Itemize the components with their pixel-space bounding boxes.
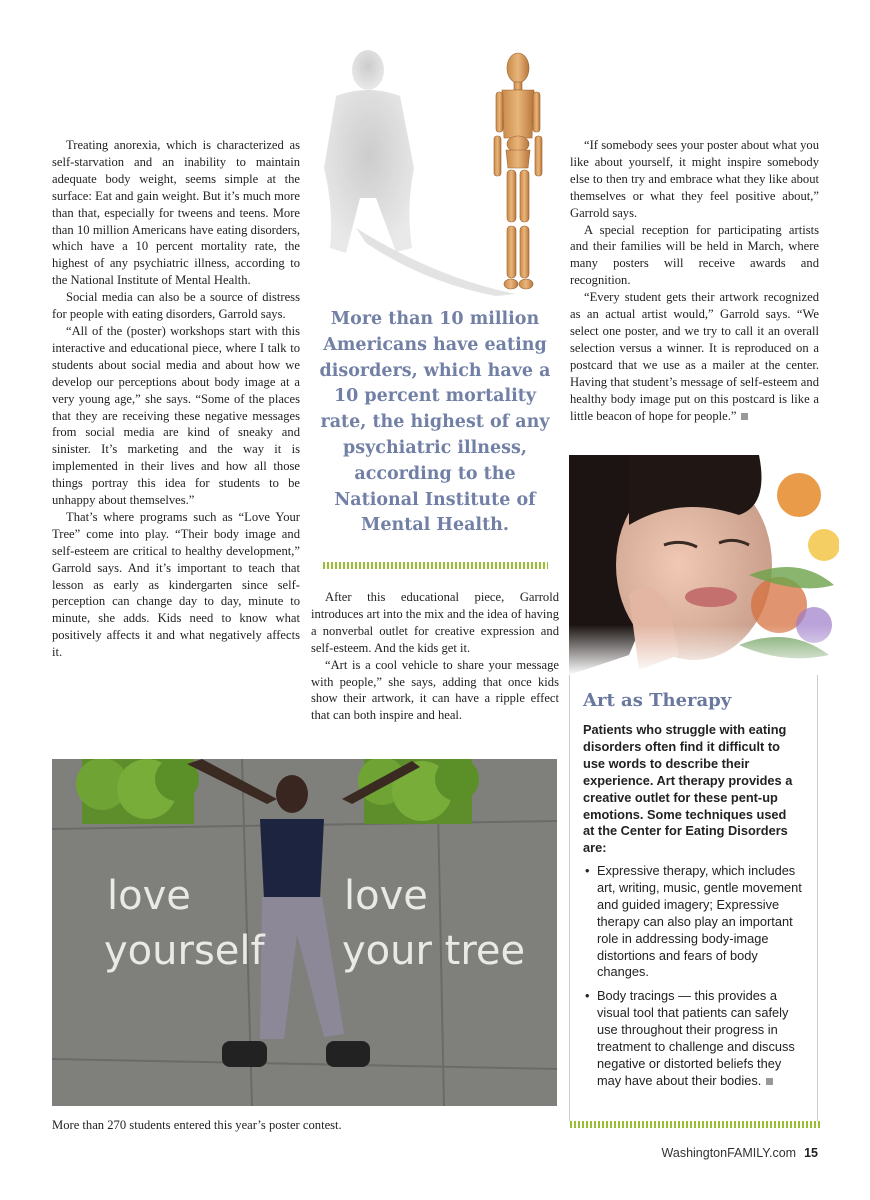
paragraph: That’s where programs such as “Love Your Tree” come into play. “Their body image and self-esteem are critical to healthy development,” Garrold says. And it’s important to teach that lesson as early as kindergarten since self-perception can change day to day, minute to minute, she adds. Kids need to know what positively affects it and what negatively affects it. <box>52 509 300 660</box>
list-item-text: Body tracings — this provides a visual tool that patients can safely use throughout their progress in treatment to challenge and discuss negative or distorted beliefs they may have about their bodies. <box>597 988 795 1088</box>
article-column-2 <box>311 589 559 724</box>
chalk-text: love <box>344 873 428 919</box>
sidebar-list <box>583 863 805 1097</box>
pull-quote: More than 10 million Americans have eating disorders, which have a 10 percent mortality rate, the highest of any psychiatric illness, according to the National Institute of Mental Health. <box>319 309 551 536</box>
chalk-text: your tree <box>342 928 526 974</box>
footer-site: WashingtonFAMILY.com <box>661 1146 797 1160</box>
end-mark-icon <box>741 413 748 420</box>
wooden-mannequin <box>494 53 542 289</box>
page-number: 15 <box>804 1146 818 1160</box>
paragraph-text: “Every student gets their artwork recognized as an actual artist would,” Garrold says. “We select one poster, and we try to call it an overall selection versus a winner. It is reproduced on a postcard that we use as a mailer at the center. Having that student’s message of self-esteem and healthy body image put on this postcard is like a little beacon of hope for people.” <box>570 290 819 423</box>
pull-quote-divider <box>323 562 548 569</box>
sidebar-bottom-bar <box>570 1121 820 1128</box>
chalk-tree-right <box>358 759 479 824</box>
paragraph: A special reception for participating artists and their families will be held in March, where many posters will receive awards and recognition. <box>570 222 819 288</box>
paragraph: After this educational piece, Garrold introduces art into the mix and the idea of having a nonverbal outlet for creative expression and self-esteem. And the kids get it. <box>311 590 559 655</box>
face-with-flowers-illustration <box>569 455 839 675</box>
list-item: • Expressive therapy, which includes art, writing, music, gentle movement and guided imagery; Expressive therapy can also play an important role in addressing body-image distortions and fears of body changes. <box>583 863 805 981</box>
chalk-text: love <box>107 873 191 919</box>
end-mark-icon <box>766 1078 773 1085</box>
paragraph: “Art is a cool vehicle to share your message with people,” she says, adding that once kids show their artwork, it can have a ripple effect that can both inspire and heal. <box>311 657 559 723</box>
paragraph <box>570 289 819 424</box>
chalk-text: yourself <box>104 928 265 974</box>
page-footer <box>662 1146 818 1160</box>
sidebar-title: Art as Therapy <box>583 690 732 711</box>
photo-caption: More than 270 students entered this year’s poster contest. <box>52 1118 342 1132</box>
paragraph: Social media can also be a source of distress for people with eating disorders, Garrold says. <box>52 290 300 322</box>
chalk-tree-left <box>76 759 199 824</box>
paragraph: “All of the (poster) workshops start with this interactive and educational piece, where I talk to students about social media and about how we develop our perceptions about body image at a very young age,” she says. “Some of the places that they are receiving these negative messages from social media are kind of sneaky and sinister. It’s marketing and the way it is implemented in their lives and how all those things portray this idea for students to be unhappy about themselves.” <box>52 323 300 508</box>
article-column-3 <box>570 137 819 424</box>
article-column-1 <box>52 137 300 661</box>
paragraph: “If somebody sees your poster about what you like about yourself, it might inspire somebody else to then try and embrace what they like about themselves or what they feel positive about,” Garrold says. <box>570 138 819 220</box>
paragraph: Treating anorexia, which is characterized as self-starvation and an inability to maintain adequate body weight, seems simple at the surface: Eat and gain weight. But it’s much more than that, especially for tweens and teens. More than 10 million Americans have eating disorders, which have a 10 percent mortality rate, the highest of any psychiatric illness, according to the National Institute of Mental Health. <box>52 138 300 288</box>
list-item <box>583 988 805 1089</box>
student-chalk-photo <box>52 759 557 1106</box>
sidebar-intro: Patients who struggle with eating disorders often find it difficult to use words to describe their experience. Art therapy provides a creative outlet for these pent-up emotions. Some techniques used at the Center for Eating Disorders are: <box>583 722 793 856</box>
shadow-figure <box>324 50 516 296</box>
mannequin-illustration <box>316 48 562 298</box>
